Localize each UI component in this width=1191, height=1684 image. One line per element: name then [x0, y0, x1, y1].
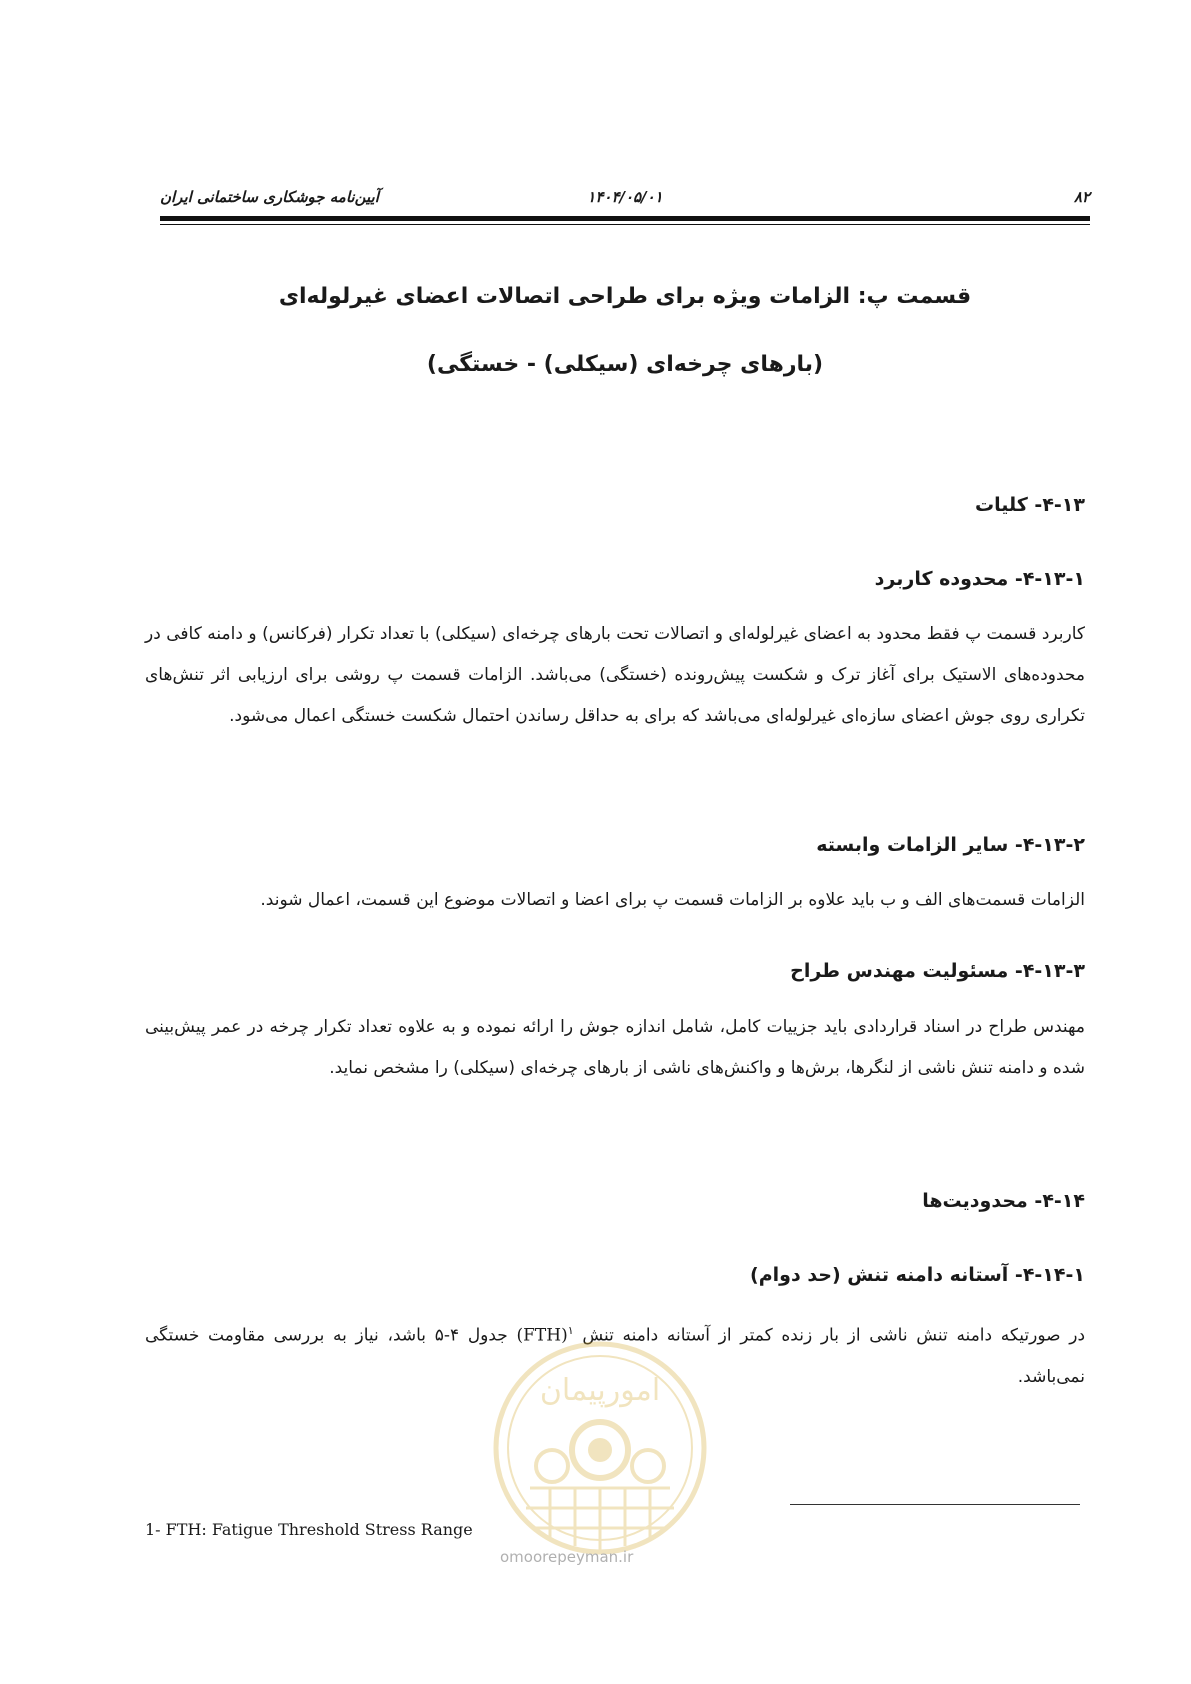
page-number: ۸۲: [1073, 188, 1090, 206]
footnote-rule: [790, 1504, 1080, 1505]
header-rule-thick: [160, 216, 1090, 221]
fth-abbreviation: (FTH): [516, 1325, 568, 1346]
watermark-seal-icon: [490, 1338, 710, 1558]
text-14-1-part-a: در صورتیکه دامنه تنش ناشی از بار زنده کمتر از آستانه دامنه تنش: [582, 1325, 1086, 1346]
section-heading-13: ۴-۱۳- کلیات: [975, 494, 1085, 516]
section-heading-13-1: ۴-۱۳-۱- محدوده کاربرد: [874, 568, 1085, 590]
section-heading-14-1: ۴-۱۴-۱- آستانه دامنه تنش (حد دوام): [750, 1264, 1085, 1286]
section-heading-13-3: ۴-۱۳-۳- مسئولیت مهندس طراح: [790, 960, 1085, 982]
text-14-1-part-b: جدول ۴-۵ باشد، نیاز به بررسی مقاومت خستگی نمی‌باشد.: [145, 1325, 1085, 1387]
watermark-site: omoorepeyman.ir: [500, 1548, 634, 1566]
section-text-13-2: الزامات قسمت‌های الف و ب باید علاوه بر الزامات قسمت پ برای اعضا و اتصالات موضوع این قسمت، اعمال شوند.: [260, 890, 1085, 910]
header-date: ۱۴۰۴/۰۵/۰۱: [587, 188, 663, 206]
part-title-line2: (بارهای چرخه‌ای (سیکلی) - خستگی): [426, 352, 824, 377]
footnote-text: 1- FTH: Fatigue Threshold Stress Range: [145, 1520, 473, 1539]
section-heading-13-2: ۴-۱۳-۲- سایر الزامات وابسته: [816, 834, 1085, 856]
header-rule-thin: [160, 224, 1090, 225]
section-text-13-3: مهندس طراح در اسناد قراردادی باید جزییات کامل، شامل اندازه جوش را ارائه نموده و به علاوه تعداد تکرار چرخه در عمر پیش‌بینی شده و دامنه تنش ناشی از لنگرها، برش‌ها و واکنش‌های ناشی از بارهای چرخه‌ای (سیکلی) را مشخص نماید.: [145, 1017, 1085, 1078]
footnote-reference: ۱: [567, 1324, 574, 1337]
section-text-13-1: کاربرد قسمت پ فقط محدود به اعضای غیرلوله‌ای و اتصالات تحت بارهای چرخه‌ای (سیکلی) با تعداد تکرار (فرکانس) و دامنه کافی در محدوده‌های الاستیک برای آغاز ترک و شکست پیش‌رونده (خستگی) می‌باشد. الزامات قسمت پ روشی برای ارزیابی اثر تنش‌های تکراری روی جوش اعضای سازه‌ای غیرلوله‌ای می‌باشد که برای به حداقل رساندن احتمال شکست خستگی اعمال می‌شود.: [145, 624, 1085, 726]
page-header: [160, 188, 1090, 212]
part-title-line1: قسمت پ: الزامات ویژه برای طراحی اتصالات اعضای غیرلوله‌ای: [278, 284, 972, 309]
section-heading-14: ۴-۱۴- محدودیت‌ها: [922, 1190, 1085, 1212]
watermark-logo-text: امورپیمان: [539, 1373, 661, 1408]
header-code-title: آیین‌نامه جوشکاری ساختمانی ایران: [160, 188, 379, 206]
